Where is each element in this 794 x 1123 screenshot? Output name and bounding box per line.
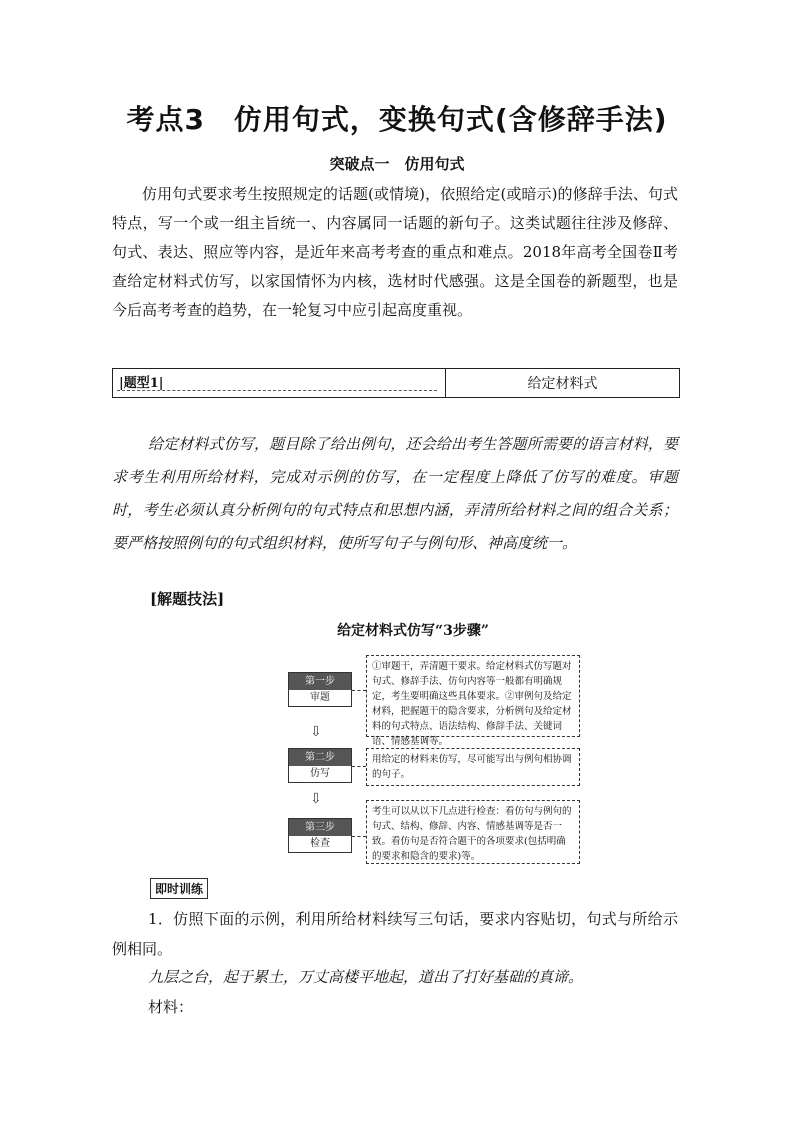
practice-label: 即时训练: [150, 878, 208, 899]
question-type-label: 给定材料式: [527, 376, 598, 392]
step-3-box: [288, 818, 352, 853]
question-type-tag-cell: [113, 369, 446, 397]
flowchart-title: 给定材料式仿写“3步骤”: [337, 623, 489, 639]
question-type-tag: |题型1|: [119, 376, 164, 391]
intro-paragraph: 仿用句式要求考生按照规定的话题(或情境)，依照给定(或暗示)的修辞手法、句式特点，写一个或一组主旨统一、内容属同一话题的新句子。这类试题往往涉及修辞、句式、表达、照应等内容，是近年来高考考查的重点和难点。2018年高考全国卷Ⅱ考查给定材料式仿写，以家国情怀为内核，选材时代感强。这是全国卷的新题型，也是今后高考考查的趋势，在一轮复习中应引起高度重视。: [112, 185, 678, 319]
step-3-connector: [352, 836, 366, 837]
step-3-name: 检查: [289, 836, 351, 852]
dashed-divider: [117, 390, 437, 391]
step-3-description: 考生可以从以下几点进行检查：看仿句与例句的句式、结构、修辞、内容、情感基调等是否一致。看仿句是否符合题干的各项要求(包括明确的要求和隐含的要求)等。: [366, 800, 580, 864]
section-subheading: 突破点一 仿用句式: [329, 155, 465, 173]
step-2-name: 仿写: [289, 766, 351, 782]
step-1-name: 审题: [289, 690, 351, 706]
material-label: 材料：: [148, 998, 194, 1016]
step-2-connector: [352, 766, 366, 767]
step-2-description: 用给定的材料来仿写，尽可能写出与例句相协调的句子。: [366, 748, 580, 786]
step-1-description: ①审题干，弄清题干要求。给定材料式仿写题对句式、修辞手法、仿句内容等一般都有明确规定，考生要明确这些具体要求。②审例句及给定材料，把握题干的隐含要求，分析例句及给定材料的句式特点、语法结构、修辞手法、关键词语、情感基调等。: [366, 655, 580, 737]
question-type-box: [112, 368, 680, 398]
question-1: 1．仿照下面的示例，利用所给材料续写三句话，要求内容贴切，句式与所给示例相同。: [112, 910, 678, 958]
down-arrow-icon: ⇩: [310, 724, 322, 740]
step-3-label: 第三步: [289, 819, 351, 836]
step-2-box: [288, 748, 352, 783]
step-2-label: 第二步: [289, 749, 351, 766]
step-1-label: 第一步: [289, 673, 351, 690]
example-sentence: 九层之台，起于累土，万丈高楼平地起，道出了打好基础的真谛。: [148, 968, 584, 986]
question-type-tag-text: 题型1: [123, 376, 159, 391]
step-1-connector: [352, 690, 366, 691]
explanation-paragraph: 给定材料式仿写，题目除了给出例句，还会给出考生答题所需要的语言材料，要求考生利用所给材料，完成对示例的仿写，在一定程度上降低了仿写的难度。审题时，考生必须认真分析例句的句式特点和思想内涵，弄清所给材料之间的组合关系；要严格按照例句的句式组织材料，使所写句子与例句形、神高度统一。: [112, 435, 678, 552]
technique-heading: [解题技法]: [150, 590, 225, 608]
page-title: 考点3 仿用句式，变换句式(含修辞手法): [126, 103, 668, 136]
down-arrow-icon: ⇩: [310, 791, 322, 807]
step-1-box: [288, 672, 352, 707]
